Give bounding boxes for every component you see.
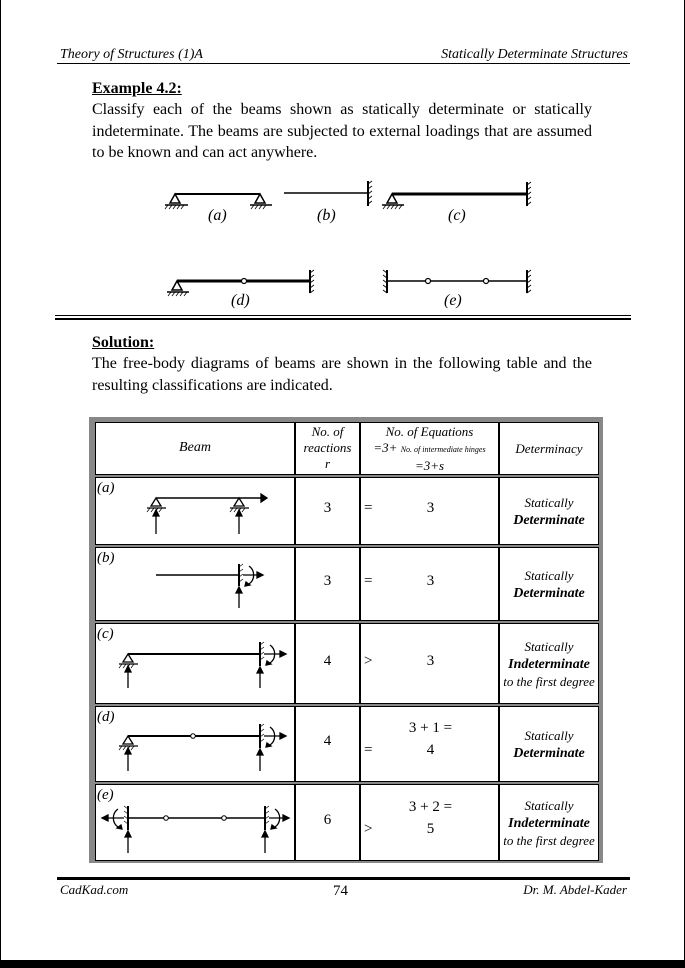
reactions-value: 4 xyxy=(323,733,332,749)
reactions-value: 3 xyxy=(323,500,332,516)
footer-right: Dr. M. Abdel-Kader xyxy=(523,882,627,897)
relation-sign: > xyxy=(364,821,373,837)
header-reactions-cell xyxy=(295,422,360,475)
header-reactions-l2: reactions xyxy=(303,440,352,455)
determinacy-degree: to the first degree xyxy=(503,833,595,848)
table-row-determinacy-cell xyxy=(499,784,599,861)
beam-e-figure xyxy=(383,270,531,293)
determinacy-result: Indeterminate xyxy=(508,816,590,831)
header-right: Statically Determinate Structures xyxy=(441,47,628,62)
footer-rule xyxy=(57,877,630,880)
table-row-reactions-cell xyxy=(295,477,360,545)
row-label: (e) xyxy=(97,787,114,803)
relation-sign: = xyxy=(364,500,373,516)
example-beams-figure xyxy=(160,176,540,316)
table-row-beam-cell xyxy=(95,784,295,861)
determinacy-result: Determinate xyxy=(513,513,585,528)
equations-value: 3 xyxy=(426,573,435,589)
equations-value: 5 xyxy=(426,821,435,837)
header-beam-cell xyxy=(95,422,295,475)
section-separator xyxy=(55,315,631,316)
equations-value: 4 xyxy=(426,742,435,758)
relation-sign: = xyxy=(364,573,373,589)
table-row-determinacy-cell xyxy=(499,623,599,704)
table-row-equations-cell xyxy=(360,477,499,545)
row-label: (c) xyxy=(97,626,114,642)
label-b: (b) xyxy=(317,207,336,224)
determinacy-table xyxy=(89,417,603,863)
label-e: (e) xyxy=(444,292,462,309)
table-row-equations-cell xyxy=(360,623,499,704)
table-row-reactions-cell xyxy=(295,784,360,861)
bottom-bar xyxy=(0,960,685,968)
header-equations-l2b: No. of intermediate hinges xyxy=(400,445,486,454)
row-label: (d) xyxy=(97,709,115,725)
header-left: Theory of Structures (1)A xyxy=(60,47,203,62)
reactions-value: 4 xyxy=(323,653,332,669)
header-equations-l3: =3+s xyxy=(414,458,445,473)
header-equations-l1: No. of Equations xyxy=(385,424,474,439)
table-row-beam-cell xyxy=(95,547,295,621)
determinacy-line1: Statically xyxy=(524,639,574,654)
equations-sum: 3 + 1 = xyxy=(408,720,453,736)
section-separator-thick xyxy=(55,318,631,320)
table-row-determinacy-cell xyxy=(499,547,599,621)
footer-left: CadKad.com xyxy=(60,882,129,897)
row-label: (b) xyxy=(97,550,115,566)
example-text: Classify each of the beams shown as statically determinate or statically indeterminate. The beams are subjected to external loadings that are assumed to be known and can act anywhere. xyxy=(92,101,592,161)
label-d: (d) xyxy=(231,292,250,309)
relation-sign: > xyxy=(364,653,373,669)
header-equations-cell xyxy=(360,422,499,475)
determinacy-degree: to the first degree xyxy=(503,674,595,689)
table-row-beam-cell xyxy=(95,706,295,782)
determinacy-line1: Statically xyxy=(524,798,574,813)
table-row-equations-cell xyxy=(360,706,499,782)
header-reactions-l1: No. of xyxy=(311,424,344,439)
beam-b-figure xyxy=(284,181,372,206)
header-determinacy: Determinacy xyxy=(515,441,583,456)
header-equations-l2a: =3+ xyxy=(373,440,398,455)
solution-title: Solution: xyxy=(92,334,155,351)
equations-value: 3 xyxy=(426,653,435,669)
equations-sum: 3 + 2 = xyxy=(408,799,453,815)
header-beam: Beam xyxy=(179,440,211,455)
determinacy-line1: Statically xyxy=(524,495,574,510)
header-rule xyxy=(57,63,630,64)
page-number: 74 xyxy=(333,883,348,899)
label-a: (a) xyxy=(208,207,227,224)
determinacy-result: Determinate xyxy=(513,586,585,601)
determinacy-line1: Statically xyxy=(524,728,574,743)
table-row-reactions-cell xyxy=(295,547,360,621)
table-row-determinacy-cell xyxy=(499,706,599,782)
table-row-beam-cell xyxy=(95,623,295,704)
table-row-reactions-cell xyxy=(295,623,360,704)
table-row-determinacy-cell xyxy=(499,477,599,545)
reactions-value: 3 xyxy=(323,573,332,589)
example-title: Example 4.2: xyxy=(92,80,182,97)
label-c: (c) xyxy=(448,207,466,224)
header-determinacy-cell xyxy=(499,422,599,475)
reactions-value: 6 xyxy=(323,812,332,828)
header-reactions-l3: r xyxy=(324,456,331,471)
table-row-beam-cell xyxy=(95,477,295,545)
beam-c-figure xyxy=(382,182,531,209)
table-row-equations-cell xyxy=(360,547,499,621)
table-row-equations-cell xyxy=(360,784,499,861)
relation-sign: = xyxy=(364,742,373,758)
table-row-reactions-cell xyxy=(295,706,360,782)
solution-text: The free-body diagrams of beams are shown in the following table and the resulting classifications are indicated. xyxy=(92,355,592,394)
determinacy-result: Determinate xyxy=(513,746,585,761)
determinacy-line1: Statically xyxy=(524,568,574,583)
row-label: (a) xyxy=(97,480,115,496)
equations-value: 3 xyxy=(426,500,435,516)
determinacy-result: Indeterminate xyxy=(508,657,590,672)
